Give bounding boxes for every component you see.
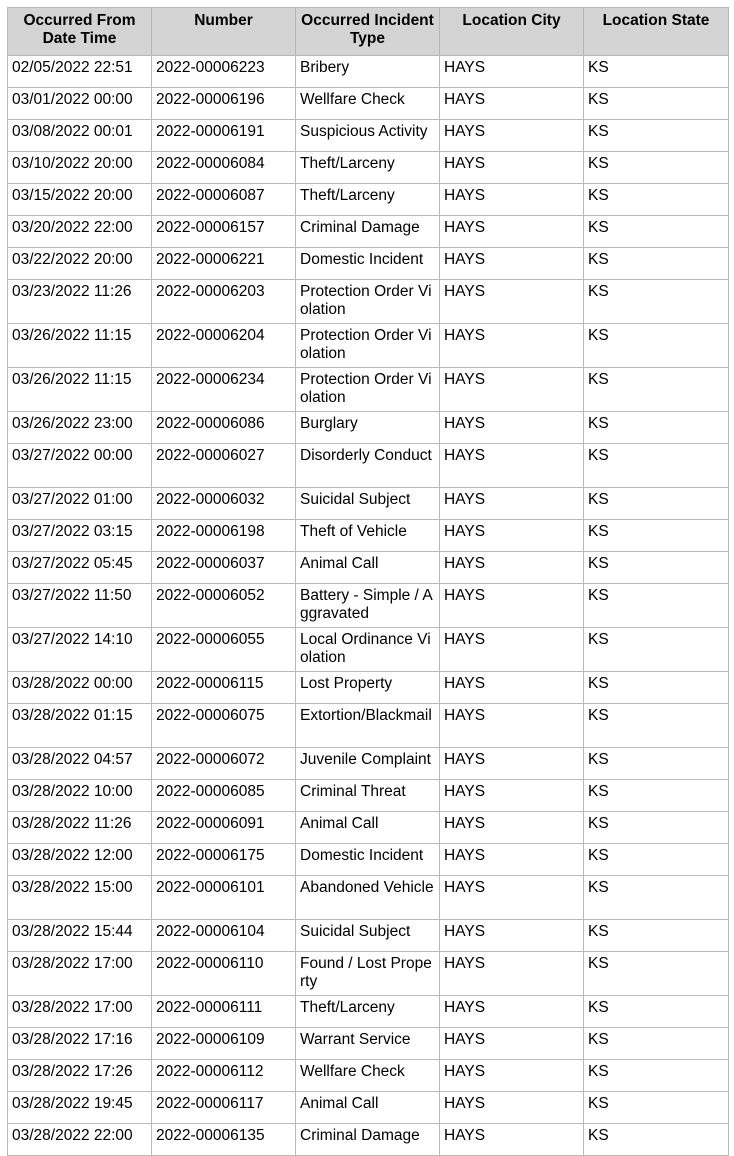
cell-number: 2022-00006052	[152, 584, 296, 628]
cell-number: 2022-00006087	[152, 184, 296, 216]
cell-datetime: 03/28/2022 11:26	[8, 812, 152, 844]
cell-number: 2022-00006196	[152, 88, 296, 120]
table-row	[8, 844, 729, 876]
cell-city: HAYS	[440, 120, 584, 152]
cell-number: 2022-00006112	[152, 1060, 296, 1092]
table-row	[8, 520, 729, 552]
cell-state: KS	[584, 520, 729, 552]
cell-datetime: 03/28/2022 01:15	[8, 704, 152, 748]
cell-number: 2022-00006221	[152, 248, 296, 280]
cell-state: KS	[584, 780, 729, 812]
cell-datetime: 03/15/2022 20:00	[8, 184, 152, 216]
cell-state: KS	[584, 88, 729, 120]
cell-number: 2022-00006104	[152, 920, 296, 952]
cell-datetime: 03/27/2022 11:50	[8, 584, 152, 628]
cell-number: 2022-00006037	[152, 552, 296, 584]
cell-incident-type: Local Ordinance Violation	[296, 628, 440, 672]
cell-state: KS	[584, 952, 729, 996]
cell-datetime: 03/28/2022 15:44	[8, 920, 152, 952]
cell-incident-type: Extortion/Blackmail	[296, 704, 440, 748]
cell-city: HAYS	[440, 368, 584, 412]
cell-state: KS	[584, 1060, 729, 1092]
cell-datetime: 03/28/2022 17:00	[8, 952, 152, 996]
cell-incident-type: Animal Call	[296, 552, 440, 584]
cell-city: HAYS	[440, 248, 584, 280]
cell-incident-type: Wellfare Check	[296, 1060, 440, 1092]
cell-state: KS	[584, 672, 729, 704]
cell-city: HAYS	[440, 1060, 584, 1092]
table-row	[8, 368, 729, 412]
cell-city: HAYS	[440, 780, 584, 812]
cell-incident-type: Criminal Damage	[296, 216, 440, 248]
cell-incident-type: Theft of Vehicle	[296, 520, 440, 552]
cell-number: 2022-00006203	[152, 280, 296, 324]
cell-incident-type: Found / Lost Property	[296, 952, 440, 996]
cell-number: 2022-00006234	[152, 368, 296, 412]
cell-state: KS	[584, 748, 729, 780]
cell-city: HAYS	[440, 184, 584, 216]
cell-state: KS	[584, 488, 729, 520]
cell-state: KS	[584, 844, 729, 876]
column-header-number: Number	[152, 8, 296, 56]
cell-number: 2022-00006198	[152, 520, 296, 552]
cell-city: HAYS	[440, 324, 584, 368]
cell-city: HAYS	[440, 672, 584, 704]
cell-city: HAYS	[440, 748, 584, 780]
cell-number: 2022-00006091	[152, 812, 296, 844]
cell-datetime: 03/28/2022 17:26	[8, 1060, 152, 1092]
cell-state: KS	[584, 584, 729, 628]
cell-datetime: 03/27/2022 14:10	[8, 628, 152, 672]
table-row	[8, 184, 729, 216]
cell-datetime: 03/28/2022 19:45	[8, 1092, 152, 1124]
table-row	[8, 812, 729, 844]
cell-datetime: 03/27/2022 00:00	[8, 444, 152, 488]
cell-incident-type: Protection Order Violation	[296, 324, 440, 368]
cell-number: 2022-00006117	[152, 1092, 296, 1124]
cell-incident-type: Criminal Damage	[296, 1124, 440, 1156]
table-row	[8, 280, 729, 324]
cell-state: KS	[584, 920, 729, 952]
cell-state: KS	[584, 1028, 729, 1060]
cell-number: 2022-00006191	[152, 120, 296, 152]
cell-state: KS	[584, 216, 729, 248]
cell-datetime: 03/28/2022 12:00	[8, 844, 152, 876]
cell-number: 2022-00006084	[152, 152, 296, 184]
cell-state: KS	[584, 56, 729, 88]
cell-city: HAYS	[440, 280, 584, 324]
column-header-state: Location State	[584, 8, 729, 56]
table-row	[8, 584, 729, 628]
incident-table	[7, 7, 729, 1156]
cell-incident-type: Bribery	[296, 56, 440, 88]
cell-incident-type: Protection Order Violation	[296, 368, 440, 412]
cell-city: HAYS	[440, 152, 584, 184]
cell-state: KS	[584, 152, 729, 184]
cell-incident-type: Lost Property	[296, 672, 440, 704]
table-row	[8, 248, 729, 280]
cell-incident-type: Theft/Larceny	[296, 996, 440, 1028]
cell-incident-type: Protection Order Violation	[296, 280, 440, 324]
table-row	[8, 412, 729, 444]
cell-datetime: 03/01/2022 00:00	[8, 88, 152, 120]
table-row	[8, 1092, 729, 1124]
table-row	[8, 996, 729, 1028]
cell-datetime: 03/23/2022 11:26	[8, 280, 152, 324]
cell-datetime: 03/26/2022 11:15	[8, 368, 152, 412]
cell-city: HAYS	[440, 1092, 584, 1124]
cell-number: 2022-00006175	[152, 844, 296, 876]
cell-number: 2022-00006086	[152, 412, 296, 444]
table-row	[8, 704, 729, 748]
table-row	[8, 120, 729, 152]
cell-incident-type: Burglary	[296, 412, 440, 444]
cell-number: 2022-00006111	[152, 996, 296, 1028]
cell-incident-type: Theft/Larceny	[296, 184, 440, 216]
cell-city: HAYS	[440, 952, 584, 996]
cell-state: KS	[584, 876, 729, 920]
table-row	[8, 324, 729, 368]
cell-state: KS	[584, 184, 729, 216]
cell-incident-type: Theft/Larceny	[296, 152, 440, 184]
cell-number: 2022-00006115	[152, 672, 296, 704]
table-row	[8, 780, 729, 812]
table-body	[8, 56, 729, 1156]
cell-datetime: 03/28/2022 15:00	[8, 876, 152, 920]
table-row	[8, 216, 729, 248]
cell-incident-type: Abandoned Vehicle	[296, 876, 440, 920]
table-row	[8, 88, 729, 120]
cell-datetime: 02/05/2022 22:51	[8, 56, 152, 88]
cell-city: HAYS	[440, 412, 584, 444]
cell-datetime: 03/27/2022 01:00	[8, 488, 152, 520]
cell-incident-type: Battery - Simple / Aggravated	[296, 584, 440, 628]
column-header-datetime: Occurred From Date Time	[8, 8, 152, 56]
table-row	[8, 444, 729, 488]
cell-datetime: 03/27/2022 05:45	[8, 552, 152, 584]
cell-state: KS	[584, 812, 729, 844]
cell-city: HAYS	[440, 552, 584, 584]
cell-number: 2022-00006223	[152, 56, 296, 88]
cell-datetime: 03/08/2022 00:01	[8, 120, 152, 152]
cell-datetime: 03/10/2022 20:00	[8, 152, 152, 184]
cell-state: KS	[584, 1124, 729, 1156]
cell-incident-type: Animal Call	[296, 812, 440, 844]
cell-state: KS	[584, 628, 729, 672]
cell-city: HAYS	[440, 488, 584, 520]
cell-state: KS	[584, 280, 729, 324]
cell-city: HAYS	[440, 844, 584, 876]
cell-state: KS	[584, 1092, 729, 1124]
cell-city: HAYS	[440, 628, 584, 672]
cell-city: HAYS	[440, 56, 584, 88]
cell-incident-type: Disorderly Conduct	[296, 444, 440, 488]
cell-datetime: 03/22/2022 20:00	[8, 248, 152, 280]
cell-datetime: 03/28/2022 00:00	[8, 672, 152, 704]
cell-city: HAYS	[440, 704, 584, 748]
cell-state: KS	[584, 704, 729, 748]
column-header-city: Location City	[440, 8, 584, 56]
cell-incident-type: Suicidal Subject	[296, 920, 440, 952]
cell-number: 2022-00006204	[152, 324, 296, 368]
cell-city: HAYS	[440, 812, 584, 844]
cell-city: HAYS	[440, 520, 584, 552]
cell-number: 2022-00006072	[152, 748, 296, 780]
table-row	[8, 1060, 729, 1092]
cell-incident-type: Warrant Service	[296, 1028, 440, 1060]
cell-state: KS	[584, 996, 729, 1028]
cell-state: KS	[584, 552, 729, 584]
cell-incident-type: Suspicious Activity	[296, 120, 440, 152]
cell-city: HAYS	[440, 1028, 584, 1060]
table-row	[8, 56, 729, 88]
table-row	[8, 628, 729, 672]
cell-datetime: 03/28/2022 10:00	[8, 780, 152, 812]
cell-city: HAYS	[440, 88, 584, 120]
cell-city: HAYS	[440, 444, 584, 488]
cell-datetime: 03/27/2022 03:15	[8, 520, 152, 552]
cell-incident-type: Animal Call	[296, 1092, 440, 1124]
cell-incident-type: Juvenile Complaint	[296, 748, 440, 780]
cell-incident-type: Suicidal Subject	[296, 488, 440, 520]
cell-city: HAYS	[440, 1124, 584, 1156]
table-row	[8, 920, 729, 952]
cell-number: 2022-00006085	[152, 780, 296, 812]
table-header	[8, 8, 729, 56]
cell-city: HAYS	[440, 876, 584, 920]
table-row	[8, 488, 729, 520]
cell-number: 2022-00006109	[152, 1028, 296, 1060]
cell-number: 2022-00006075	[152, 704, 296, 748]
cell-number: 2022-00006032	[152, 488, 296, 520]
cell-city: HAYS	[440, 920, 584, 952]
cell-incident-type: Domestic Incident	[296, 248, 440, 280]
table-row	[8, 748, 729, 780]
cell-datetime: 03/26/2022 11:15	[8, 324, 152, 368]
cell-incident-type: Domestic Incident	[296, 844, 440, 876]
cell-number: 2022-00006157	[152, 216, 296, 248]
table-row	[8, 952, 729, 996]
cell-city: HAYS	[440, 216, 584, 248]
column-header-incident-type: Occurred Incident Type	[296, 8, 440, 56]
table-row	[8, 1028, 729, 1060]
cell-state: KS	[584, 324, 729, 368]
table-row	[8, 876, 729, 920]
cell-state: KS	[584, 368, 729, 412]
cell-datetime: 03/20/2022 22:00	[8, 216, 152, 248]
cell-incident-type: Wellfare Check	[296, 88, 440, 120]
cell-city: HAYS	[440, 996, 584, 1028]
table-row	[8, 672, 729, 704]
cell-number: 2022-00006027	[152, 444, 296, 488]
cell-datetime: 03/28/2022 22:00	[8, 1124, 152, 1156]
cell-state: KS	[584, 120, 729, 152]
cell-datetime: 03/28/2022 04:57	[8, 748, 152, 780]
table-row	[8, 152, 729, 184]
cell-state: KS	[584, 248, 729, 280]
cell-number: 2022-00006135	[152, 1124, 296, 1156]
table-row	[8, 552, 729, 584]
cell-number: 2022-00006110	[152, 952, 296, 996]
header-row	[8, 8, 729, 56]
cell-incident-type: Criminal Threat	[296, 780, 440, 812]
cell-number: 2022-00006101	[152, 876, 296, 920]
cell-datetime: 03/26/2022 23:00	[8, 412, 152, 444]
cell-datetime: 03/28/2022 17:00	[8, 996, 152, 1028]
cell-datetime: 03/28/2022 17:16	[8, 1028, 152, 1060]
cell-city: HAYS	[440, 584, 584, 628]
cell-number: 2022-00006055	[152, 628, 296, 672]
cell-state: KS	[584, 412, 729, 444]
cell-state: KS	[584, 444, 729, 488]
